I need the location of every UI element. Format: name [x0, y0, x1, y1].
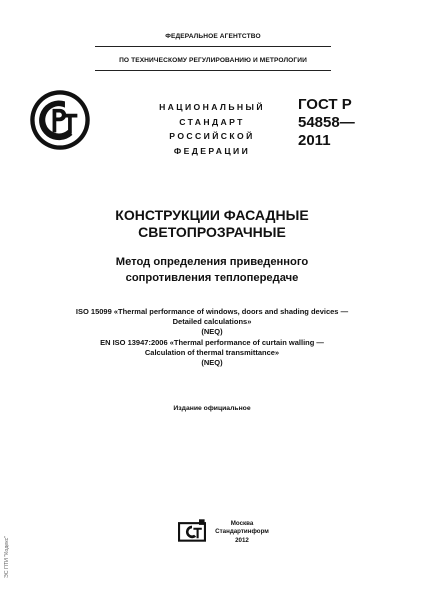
iso-reference-line: Calculation of thermal transmittance» — [144, 347, 280, 357]
national-standard-label — [143, 100, 281, 158]
iso-reference-line: EN ISO 13947:2006 «Thermal performance of curtain walling — — [100, 337, 324, 347]
subtitle-line: сопротивления теплопередаче — [125, 271, 299, 284]
iso-references — [20, 307, 404, 368]
publisher-name: Стандартинформ — [215, 528, 269, 536]
national-standard-line: СТАНДАРТ — [179, 116, 245, 127]
designation-line: 2011 — [298, 132, 331, 149]
agency-name-line2: ПО ТЕХНИЧЕСКОМУ РЕГУЛИРОВАНИЮ И МЕТРОЛОГИИ — [95, 47, 331, 71]
document-subtitle — [20, 255, 404, 286]
publisher-year: 2012 — [235, 536, 249, 544]
standartinform-logo-icon — [178, 519, 206, 542]
national-standard-line: ФЕДЕРАЦИИ — [173, 145, 251, 156]
edition-label: Издание официальное — [173, 405, 251, 412]
agency-header — [95, 33, 331, 71]
designation-line: 54858— — [298, 114, 355, 131]
rst-logo-icon — [29, 89, 91, 151]
side-watermark: ЭС ПТИ "Кодекс" — [4, 535, 10, 578]
subtitle-line: Метод определения приведенного — [115, 256, 309, 268]
title-line: СВЕТОПРОЗРАЧНЫЕ — [138, 224, 286, 240]
agency-name-line1: ФЕДЕРАЛЬНОЕ АГЕНТСТВО — [95, 33, 331, 47]
document-title — [20, 207, 404, 241]
publisher-info — [212, 520, 272, 545]
iso-reference-line: ISO 15099 «Thermal performance of windows, doors and shading devices — — [75, 307, 349, 316]
iso-reference-line: Detailed calculations» — [172, 317, 252, 327]
title-line: КОНСТРУКЦИИ ФАСАДНЫЕ — [115, 207, 309, 223]
iso-reference-line: (NEQ) — [201, 358, 223, 368]
iso-reference-line: (NEQ) — [201, 327, 223, 337]
standard-designation — [298, 96, 355, 150]
national-standard-line: НАЦИОНАЛЬНЫЙ — [159, 102, 265, 112]
national-standard-line: РОССИЙСКОЙ — [169, 131, 255, 142]
publisher-city: Москва — [230, 520, 254, 527]
designation-line: ГОСТ Р — [298, 96, 352, 113]
